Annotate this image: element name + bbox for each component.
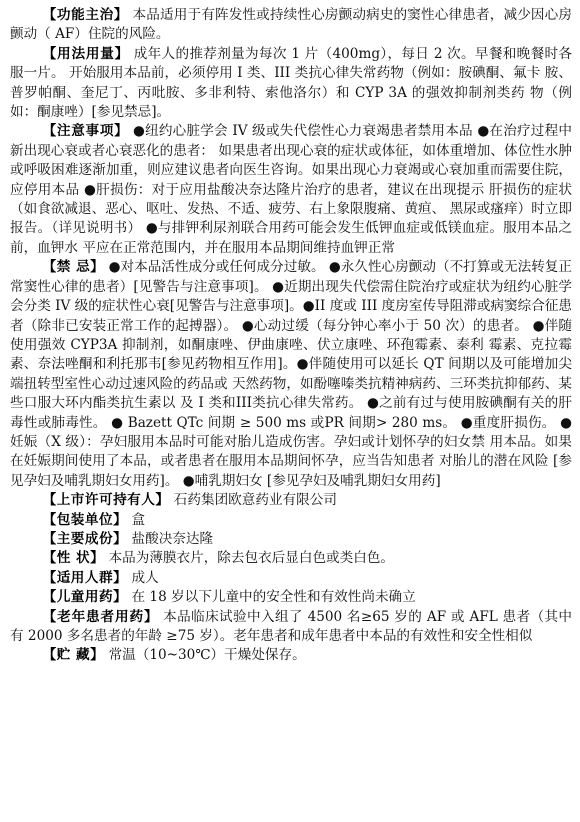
section-population [10,569,572,588]
section-text: ●纽约心脏学会 IV 级或失代偿性心力衰竭患者禁用本品 ●在治疗过程中新出现心衰或者心衰恶化的患者： 如果患者出现心衰的症状或体征，如体重增加、体位性水肿或呼吸困难逐渐加重，则应建议患者向医生咨询。如果出现心力衰竭或心衰加重而需要住院，应停用本品 ●肝损伤：对于应用盐酸决奈达隆片治疗的患者，建议在出现提示 肝损伤的症状（如食欲减退、恶心、呕吐、发热、不适、疲劳、右上象限腹痛、黄疸、 黑尿或瘙痒）时立即报告。（详见说明书） ●与排钾利尿剂联合用药可能会发生低钾血症或低镁血症。服用本品之前，血钾水 平应在正常范围内，并在服用本品期间维持血钾正常 [10,123,572,256]
section-label: 【性 状】 [42,550,105,567]
section-label: 【包装单位】 [42,511,128,528]
section-text: 盒 [131,511,146,528]
section-label: 【功能主治】 [42,7,129,23]
section-label: 【儿童用药】 [42,589,128,606]
section-text: 石药集团欧意药业有限公司 [173,492,337,509]
section-label: 【适用人群】 [42,569,128,586]
section-geriatric [10,608,572,647]
section-appearance [10,549,572,568]
section-text: 成年人的推荐剂量为每次 1 片（400mg），每日 2 次。早餐和晚餐时各服一片。 开始服用本品前，必须停用 I 类、III 类抗心律失常药物（例如：胺碘酮、氟卡 胺、普罗帕酮、奎尼丁、丙吡胺、多非利特、索他洛尔）和 CYP 3A 的强效抑制剂类药 物（例如：酮康唑）[参见禁忌]。 [10,45,572,121]
section-label: 【贮 藏】 [42,647,105,664]
section-contraindications [10,258,572,491]
section-pediatric [10,588,572,607]
section-text: 本品为薄膜衣片，除去包衣后显白色或类白色。 [108,550,395,567]
section-ingredient [10,530,572,549]
section-dosage [10,45,572,123]
section-indication [10,6,572,45]
section-storage [10,646,572,665]
section-label: 【禁 忌】 [42,259,105,276]
section-mah [10,491,572,510]
section-text: ●对本品活性成分或任何成分过敏。 ●永久性心房颤动（不打算或无法转复正常窦性心律的患者）[见警告与注意事项]。 ●近期出现失代偿需住院治疗或症状为纽约心脏学会分类 IV 级的症状性心衰[见警告与注意事项]。●II 度或 III 度房室传导阻滞或病窦综合征患者（除非已安装正常工作的起搏器）。 ●心动过缓（每分钟心率小于 50 次）的患者。 ●伴随使用强效 CYP3A 抑制剂，如酮康唑、伊曲康唑、伏立康唑、环孢霉素、泰利 霉素、克拉霉素、奈法唑酮和利托那韦[参见药物相互作用]。●伴随使用可以延长 QT 间期以及可能增加尖端扭转型室性心动过速风险的药品或 天然药物，如酚噻嗪类抗精神病药、三环类抗抑郁药、某些口服大环内酯类抗生素以 及 I 类和III类抗心律失常药。 ●之前有过与使用胺碘酮有关的肝毒性或肺毒性。 ● Bazett QTc 间期 ≥ 500 ms 或PR 间期> 280 ms。 ●重度肝损伤。 ●妊娠（X 级）：孕妇服用本品时可能对胎儿造成伤害。孕妇或计划怀孕的妇女禁 用本品。如果在妊娠期间使用了本品，或者患者在服用本品期间怀孕，应当告知患者 对胎儿的潜在风险 [参见孕妇及哺乳期妇女用药]。 ●哺乳期妇女 [参见孕妇及哺乳期妇女用药] [10,259,572,489]
section-label: 【主要成份】 [42,530,128,547]
section-text: 在 18 岁以下儿童中的安全性和有效性尚未确立 [131,589,416,606]
section-label: 【上市许可持有人】 [42,492,170,509]
section-precautions [10,122,572,258]
section-label: 【老年患者用药】 [42,608,159,625]
section-text: 本品临床试验中入组了 4500 名≥65 岁的 AF 或 AFL 患者（其中有 2000 多名患者的年龄 ≥75 岁）。老年患者和成年患者中本品的有效性和安全性相似 [10,608,572,644]
section-label: 【注意事项】 [42,123,129,140]
section-text: 盐酸决奈达隆 [131,530,214,547]
section-text: 成人 [131,569,159,586]
section-text: 本品适用于有阵发性或持续性心房颤动病史的窦性心律患者，减少因心房颤动（ AF）住院的风险。 [10,7,573,43]
section-text: 常温（10~30℃）干燥处保存。 [108,647,306,664]
section-label: 【用法用量】 [42,45,130,62]
section-package [10,511,572,530]
